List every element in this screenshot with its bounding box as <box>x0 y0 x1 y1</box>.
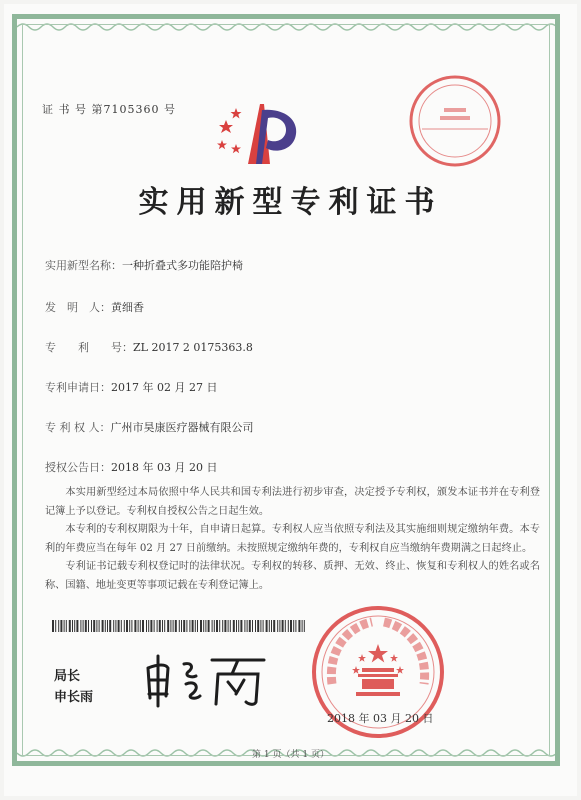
field-grant-date <box>45 459 217 475</box>
field-label: 专 利 权 人： <box>45 421 111 434</box>
field-label: 专 利 号： <box>45 341 133 354</box>
barcode-icon <box>52 620 306 632</box>
field-value: 黄细香 <box>111 301 144 314</box>
field-label: 专利申请日： <box>45 381 111 394</box>
field-value: ZL 2017 2 0175363.8 <box>133 341 253 354</box>
body-paragraph-2: 本专利的专利权期限为十年，自申请日起算。专利权人应当依照专利法及其实施细则规定缴纳年费。本专利的年费应当在每年 02 月 27 日前缴纳。未按照规定缴纳年费的，专利权自应当缴纳年费期满之日起终止。 <box>45 524 540 554</box>
field-utility-model-name <box>45 257 243 273</box>
cnipa-logo-icon <box>210 100 300 166</box>
certificate-body-text <box>45 484 540 595</box>
field-label: 实用新型名称： <box>45 259 122 272</box>
field-value: 2018 年 03 月 20 日 <box>111 461 218 474</box>
field-patent-number <box>45 339 253 355</box>
director-name: 申长雨 <box>54 690 94 705</box>
field-value: 2017 年 02 月 27 日 <box>111 381 218 394</box>
small-red-seal-icon <box>408 74 502 168</box>
field-label: 发 明 人： <box>45 301 111 314</box>
certificate-number: 证 书 号 第7105360 号 <box>42 103 176 116</box>
field-value: 广州市昊康医疗器械有限公司 <box>110 421 254 434</box>
field-value: 一种折叠式多功能陪护椅 <box>122 259 243 272</box>
field-label: 授权公告日： <box>45 461 111 474</box>
body-paragraph-1: 本实用新型经过本局依照中华人民共和国专利法进行初步审查，决定授予专利权，颁发本证书并在专利登记簿上予以登记。专利权自授权公告之日起生效。 <box>45 487 540 517</box>
seal-date: 2018 年 03 月 20 日 <box>327 712 434 725</box>
field-filing-date <box>45 379 217 395</box>
director-title: 局长 <box>54 669 81 684</box>
field-inventor <box>45 299 144 315</box>
director-signature-icon <box>140 650 275 708</box>
body-paragraph-3: 专利证书记载专利权登记时的法律状况。专利权的转移、质押、无效、终止、恢复和专利权人的姓名或名称、国籍、地址变更等事项记载在专利登记簿上。 <box>45 561 540 591</box>
page-number: 第 1 页（共 1 页） <box>252 750 329 760</box>
field-patentee <box>45 419 254 435</box>
certificate-title: 实用新型专利证书 <box>138 185 443 220</box>
